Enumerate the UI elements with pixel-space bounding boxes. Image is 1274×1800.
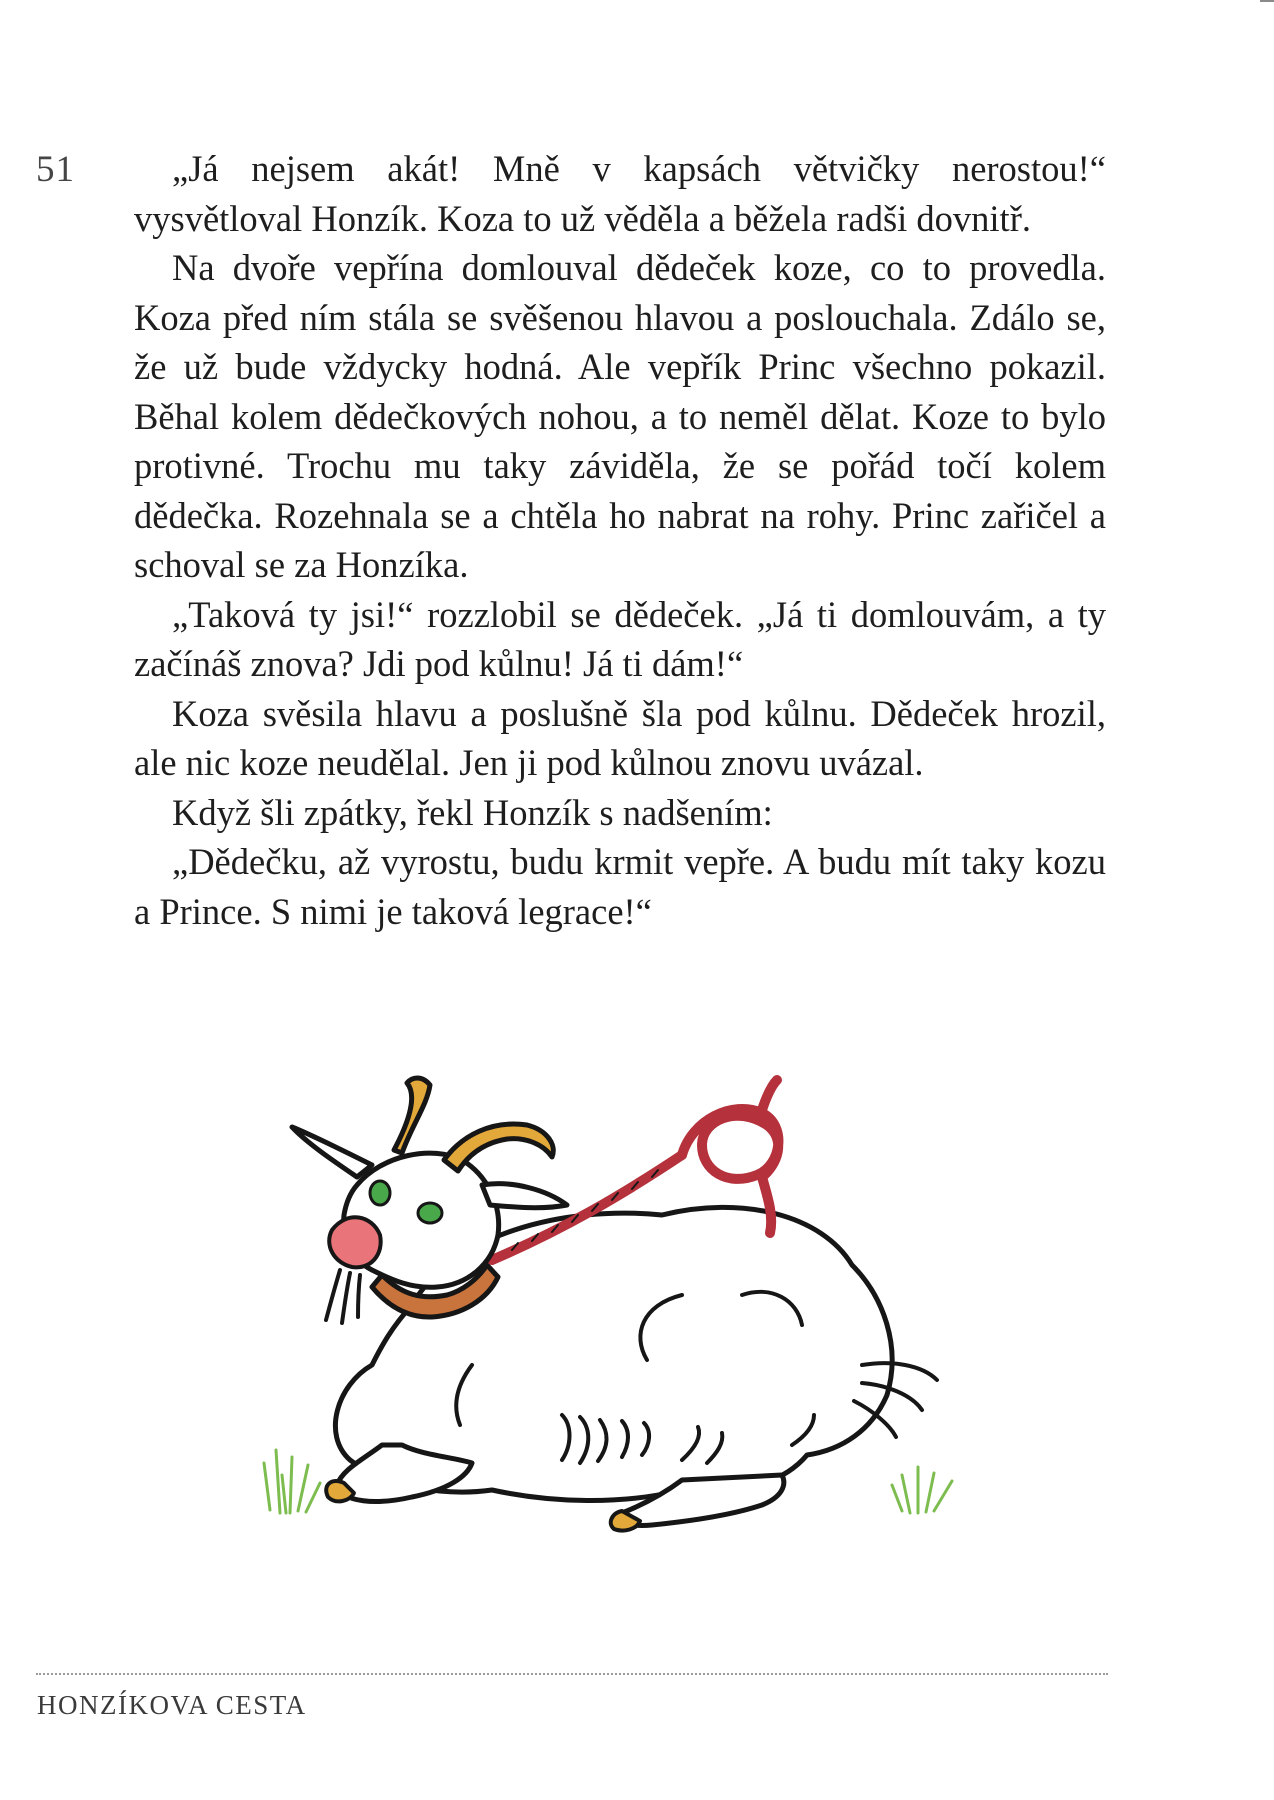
goat-horn-left — [394, 1078, 430, 1153]
goat-eye-right — [418, 1203, 442, 1223]
goat-illustration — [262, 1065, 1022, 1555]
goat-ear-right — [482, 1184, 567, 1208]
paragraph: „Dědečku, až vyrostu, budu krmit vepře. A budu mít taky kozu a Prince. S nimi je taková legrace!“ — [134, 841, 1106, 932]
paragraph: Koza svěsila hlavu a poslušně šla pod kůlnu. Dědeček hrozil, ale nic koze neudělal. Jen ji pod kůlnou znovu uvázal. — [134, 692, 1106, 783]
footer-divider — [36, 1673, 1108, 1675]
paragraph: „Taková ty jsi!“ rozzlobil se dědeček. „Já ti domlouvám, a ty začínáš znova? Jdi pod kůlnu! Já ti dám!“ — [134, 593, 1106, 684]
grass-left — [264, 1450, 320, 1513]
goat-ear-left — [292, 1127, 372, 1177]
paragraph: Na dvoře vepřína domlouval dědeček koze, co to provedla. Koza před ním stála se svěšenou hlavou a poslouchala. Zdálo se, že už bude vždycky hodná. Ale vepřík Princ všechno pokazil. Běhal kolem dědečkových nohou, a to neměl dělat. Koze to bylo protivné. Trochu mu taky záviděla, že se pořád točí kolem dědečka. Rozehnala se a chtěla ho nabrat na rohy. Princ zařičel a schoval se za Honzíka. — [134, 247, 1106, 585]
grass-right — [892, 1467, 952, 1513]
scan-corner-mark — [1260, 0, 1274, 8]
goat-horn-right — [444, 1124, 553, 1171]
paragraph: Když šli zpátky, řekl Honzík s nadšením: — [172, 791, 773, 833]
goat-nose — [329, 1217, 380, 1267]
page-number: 51 — [36, 149, 75, 190]
story-text — [134, 144, 1106, 936]
book-title-footer: HONZÍKOVA CESTA — [37, 1690, 307, 1720]
paragraph: „Já nejsem akát! Mně v kapsách větvičky nerostou!“ vysvětloval Honzík. Koza to už věděla a běžela radši dovnitř. — [134, 148, 1106, 239]
goat-eye-left — [370, 1181, 390, 1205]
